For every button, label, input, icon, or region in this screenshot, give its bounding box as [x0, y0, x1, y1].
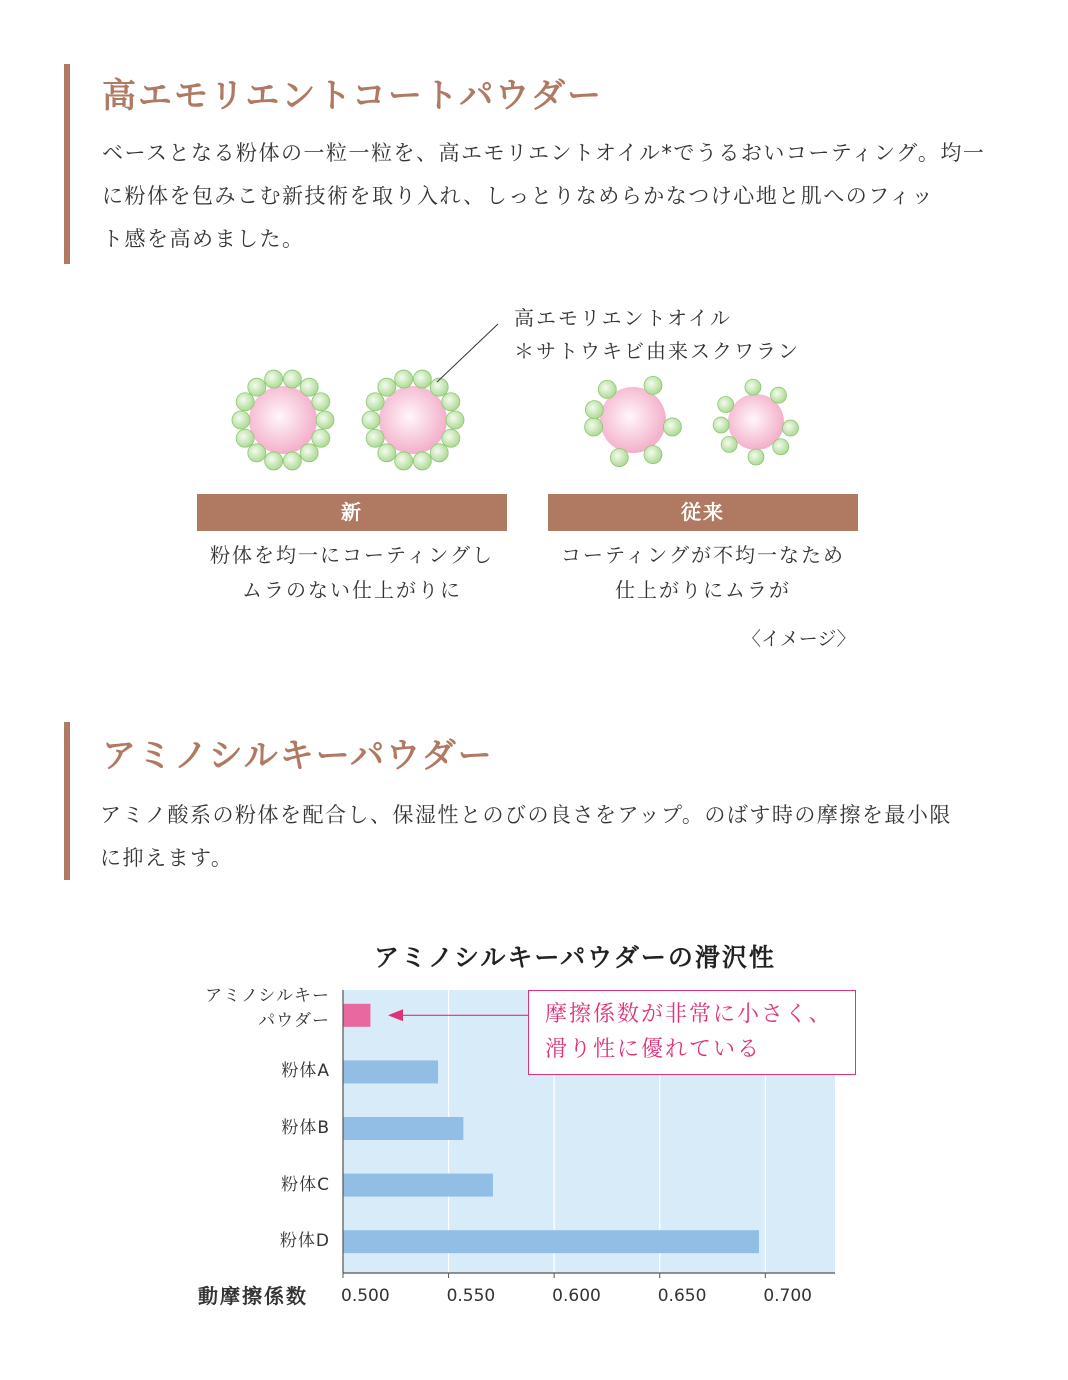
- body-line: ト感を高めました。: [102, 227, 305, 251]
- category-label-line: 粉体B: [281, 1118, 330, 1138]
- category-label-line: 粉体D: [279, 1231, 330, 1252]
- bar-3: [343, 1174, 493, 1197]
- category-label-line: 粉体A: [281, 1061, 330, 1082]
- x-tick-label: 0.550: [446, 1286, 496, 1306]
- bar-2: [343, 1117, 463, 1140]
- caption-line: ムラのない仕上がりに: [242, 578, 462, 602]
- annotation-box: [528, 990, 856, 1075]
- oil-callout-line1: 高エモリエントオイル: [514, 306, 732, 330]
- image-note: 〈イメージ〉: [742, 628, 856, 650]
- bar-0: [343, 1004, 370, 1027]
- category-label-line: パウダー: [258, 1011, 330, 1032]
- chart-title: アミノシルキーパウダーの滑沢性: [374, 943, 776, 972]
- category-label: [130, 1173, 330, 1198]
- category-label-line: アミノシルキー: [205, 986, 330, 1007]
- body-line: に抑えます。: [100, 846, 234, 870]
- category-label: [130, 1059, 330, 1084]
- x-tick-label: 0.600: [552, 1286, 601, 1306]
- x-tick-label: 0.700: [763, 1286, 812, 1306]
- x-tick-label: 0.500: [341, 1286, 390, 1306]
- section-title-coat-powder: 高エモリエントコートパウダー: [102, 76, 603, 116]
- caption-line: コーティングが不均一なため: [561, 543, 845, 567]
- bar-1: [343, 1060, 438, 1083]
- category-label: [130, 984, 330, 1034]
- new-method-label: 新: [197, 494, 507, 531]
- category-label: [130, 1116, 330, 1141]
- body-line: ベースとなる粉体の一粒一粒を、高エモリエントオイル*でうるおいコーティング。均一: [102, 141, 986, 165]
- x-axis-title: 動摩擦係数: [198, 1284, 308, 1308]
- body-line: に粉体を包みこむ新技術を取り入れ、しっとりなめらかなつけ心地と肌へのフィッ: [102, 184, 935, 208]
- x-tick-label: 0.650: [657, 1286, 707, 1306]
- annotation-line: 摩擦係数が非常に小さく、: [545, 1002, 833, 1027]
- caption-line: 粉体を均一にコーティングし: [210, 543, 494, 567]
- body-line: アミノ酸系の粉体を配合し、保湿性とのびの良さをアップ。のばす時の摩擦を最小限: [100, 803, 952, 827]
- conventional-method-label: 従来: [548, 494, 858, 531]
- category-label: [130, 1229, 330, 1254]
- oil-callout-line2: ＊サトウキビ由来スクワラン: [514, 339, 800, 363]
- section-title-amino-silky-powder: アミノシルキーパウダー: [102, 736, 494, 776]
- category-label-line: 粉体C: [281, 1174, 330, 1195]
- annotation-line: 滑り性に優れている: [545, 1037, 762, 1062]
- bar-4: [343, 1230, 759, 1253]
- caption-line: 仕上がりにムラが: [615, 578, 791, 602]
